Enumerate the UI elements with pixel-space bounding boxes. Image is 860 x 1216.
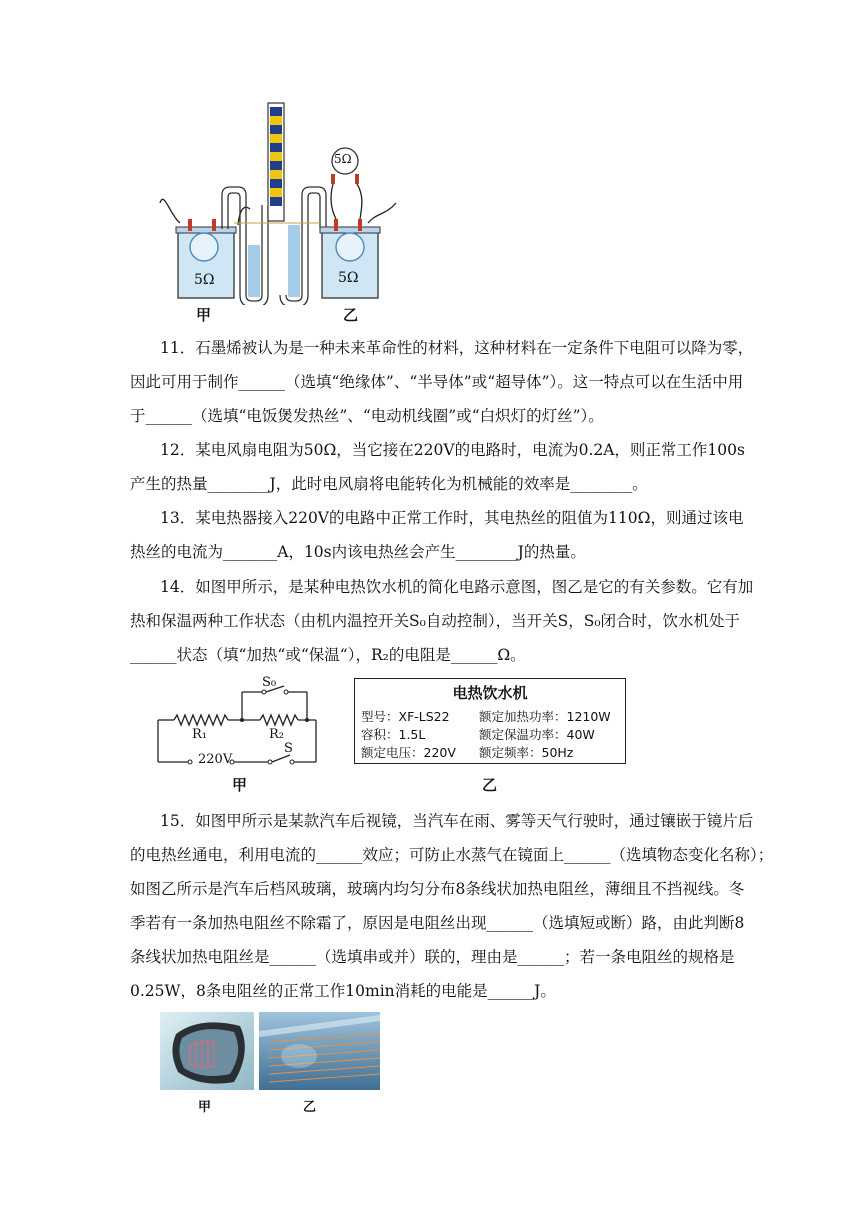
spec-model: 型号：XF-LS22 <box>361 709 450 724</box>
right-beaker-resistance-label: 5Ω <box>338 270 359 286</box>
question-15 <box>130 804 774 1008</box>
question-11-line-3: 于______（选填“电饭煲发热丝”、“电动机线圈”或“白炽灯的灯丝”）。 <box>130 407 604 425</box>
circuit-voltage-label: 220V <box>198 752 233 767</box>
question-13-line-2: 热丝的电流为_______A，10s内该电热丝会产生________J的热量。 <box>130 543 586 561</box>
question-15-line-6: 0.25W，8条电阻丝的正常工作10min消耗的电能是______J。 <box>130 982 556 1000</box>
question-15-line-4: 季若有一条加热电阻丝不除霜了，原因是电阻丝出现______（选填短或断）路，由此判断8 <box>130 914 745 932</box>
question-15-line-3: 如图乙所示是汽车后档风玻璃，玻璃内均匀分布8条线状加热电阻丝，薄细且不挡视线。冬 <box>130 880 745 898</box>
spec-keep-warm-power: 额定保温功率：40W <box>479 727 595 742</box>
question-14-line-3: ______状态（填“加热“或“保温“），R₂的电阻是______Ω。 <box>130 646 526 664</box>
question-14 <box>130 570 754 672</box>
question-14-line-2: 热和保温两种工作状态（由机内温控开关S₀自动控制），当开关S，S₀闭合时，饮水机处于 <box>130 612 741 630</box>
question-15-line-5: 条线状加热电阻丝是______（选填串或并）联的，理由是______；若一条电阻丝的规格是 <box>130 948 735 966</box>
circuit-s-label: S <box>284 741 293 756</box>
left-beaker-resistance-label: 5Ω <box>194 272 215 288</box>
question-11-line-2: 因此可用于制作______（选填“绝缘体”、“半导体”或“超导体”）。这一特点可以在生活中用 <box>130 373 744 391</box>
question-14-line-1: 14．如图甲所示，是某种电热饮水机的简化电路示意图，图乙是它的有关参数。它有加 <box>160 578 754 596</box>
spec-rated-voltage: 额定电压：220V <box>361 745 456 760</box>
circuit-figure-label-jia: 甲 <box>232 776 248 794</box>
question-12-line-1: 12．某电风扇电阻为50Ω，当它接在220V的电路时，电流为0.2A，则正常工作100s <box>160 441 745 459</box>
spec-rated-frequency: 额定频率：50Hz <box>479 745 574 760</box>
question-12 <box>130 433 745 501</box>
figure1-label-jia: 甲 <box>196 306 212 324</box>
question-15-line-2: 的电热丝通电，利用电流的______效应；可防止水蒸气在镜面上______（选填物态变化名称）； <box>130 846 774 864</box>
spec-figure-label-yi: 乙 <box>482 776 498 794</box>
circuit-r1-label: R₁ <box>192 727 207 742</box>
car-rear-window-photo <box>259 1012 380 1090</box>
car-mirror-photo <box>160 1012 254 1090</box>
circuit-s0-label: S₀ <box>262 675 277 690</box>
question-13 <box>130 501 744 569</box>
question-12-line-2: 产生的热量________J，此时电风扇将电能转化为机械能的效率是________。 <box>130 475 648 493</box>
dispenser-spec-table <box>354 678 626 764</box>
circuit-r2-label: R₂ <box>269 727 284 742</box>
spec-heating-power: 额定加热功率：1210W <box>479 709 611 724</box>
joule-heating-apparatus-figure <box>150 95 410 305</box>
question-11 <box>130 331 754 433</box>
mirror-photo-label-jia: 甲 <box>198 1100 212 1115</box>
water-dispenser-circuit-diagram <box>150 676 325 771</box>
question-11-line-1: 11．石墨烯被认为是一种未来革命性的材料，这种材料在一定条件下电阻可以降为零， <box>160 339 754 357</box>
external-resistor-label: 5Ω <box>334 152 352 166</box>
window-photo-label-yi: 乙 <box>303 1100 317 1115</box>
spec-volume: 容积：1.5L <box>361 727 426 742</box>
figure1-label-yi: 乙 <box>343 306 359 324</box>
spec-table-title: 电热饮水机 <box>452 684 528 702</box>
question-13-line-1: 13．某电热器接入220V的电路中正常工作时，其电热丝的阻值为110Ω，则通过该电 <box>160 509 744 527</box>
question-15-line-1: 15．如图甲所示是某款汽车后视镜，当汽车在雨、雾等天气行驶时，通过镶嵌于镜片后 <box>160 812 754 830</box>
